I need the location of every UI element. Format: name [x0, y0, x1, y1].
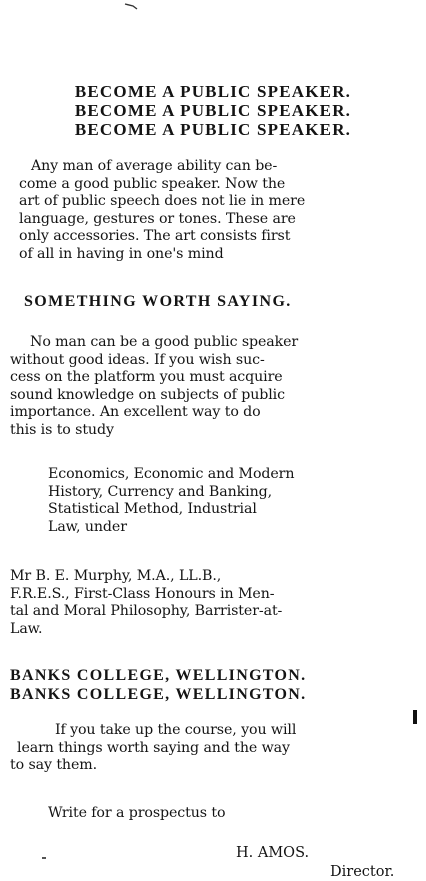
- signature-name: H. AMOS.: [236, 845, 310, 861]
- intro-line: Any man of average ability can be-: [31, 158, 278, 174]
- ink-mark-icon: [124, 2, 138, 10]
- tutor-line: Law.: [10, 620, 43, 637]
- course-line: to say them.: [10, 757, 98, 774]
- tutor-line: F.R.E.S., First-Class Honours in Men-: [10, 585, 275, 602]
- ink-dot-icon: [42, 857, 46, 859]
- headline-line-1: BECOME A PUBLIC SPEAKER.: [74, 82, 352, 101]
- subheading-something-worth-saying: SOMETHING WORTH SAYING.: [24, 293, 292, 310]
- subjects-line: History, Currency and Banking,: [48, 483, 272, 500]
- ideas-line: this is to study: [10, 421, 114, 438]
- subjects-line: Law, under: [48, 518, 127, 535]
- headline-line-3: BECOME A PUBLIC SPEAKER.: [74, 120, 352, 139]
- intro-line: only accessories. The art consists first: [19, 228, 291, 245]
- course-line: If you take up the course, you will: [55, 722, 297, 738]
- intro-line: language, gestures or tones. These are: [19, 210, 296, 227]
- ideas-line: No man can be a good public speaker: [30, 334, 299, 350]
- intro-line: of all in having in one's mind: [19, 245, 224, 262]
- subjects-line: Statistical Method, Industrial: [48, 501, 257, 518]
- subjects-line: Economics, Economic and Modern: [48, 466, 295, 482]
- intro-line: art of public speech does not lie in mere: [19, 193, 306, 210]
- ideas-line: without good ideas. If you wish suc-: [10, 351, 265, 368]
- course-paragraph: [10, 722, 420, 775]
- college-line-1: BANKS COLLEGE, WELLINGTON.: [10, 667, 307, 684]
- ideas-line: cess on the platform you must acquire: [10, 369, 283, 386]
- subjects-paragraph: [48, 466, 408, 536]
- intro-paragraph: [19, 158, 417, 264]
- tutor-line: Mr B. E. Murphy, M.A., LL.B.,: [10, 568, 222, 584]
- ideas-line: sound knowledge on subjects of public: [10, 386, 285, 403]
- tutor-paragraph: [10, 568, 420, 638]
- intro-line: come a good public speaker. Now the: [19, 175, 286, 192]
- ideas-paragraph: [10, 334, 420, 440]
- headline-line-2: BECOME A PUBLIC SPEAKER.: [74, 101, 352, 120]
- college-line-2: BANKS COLLEGE, WELLINGTON.: [10, 686, 307, 703]
- tutor-line: tal and Moral Philosophy, Barrister-at-: [10, 603, 283, 620]
- signature-title: Director.: [330, 864, 395, 880]
- ideas-line: importance. An excellent way to do: [10, 404, 261, 421]
- prospectus-line: Write for a prospectus to: [48, 805, 226, 821]
- course-line: learn things worth saying and the way: [17, 739, 290, 756]
